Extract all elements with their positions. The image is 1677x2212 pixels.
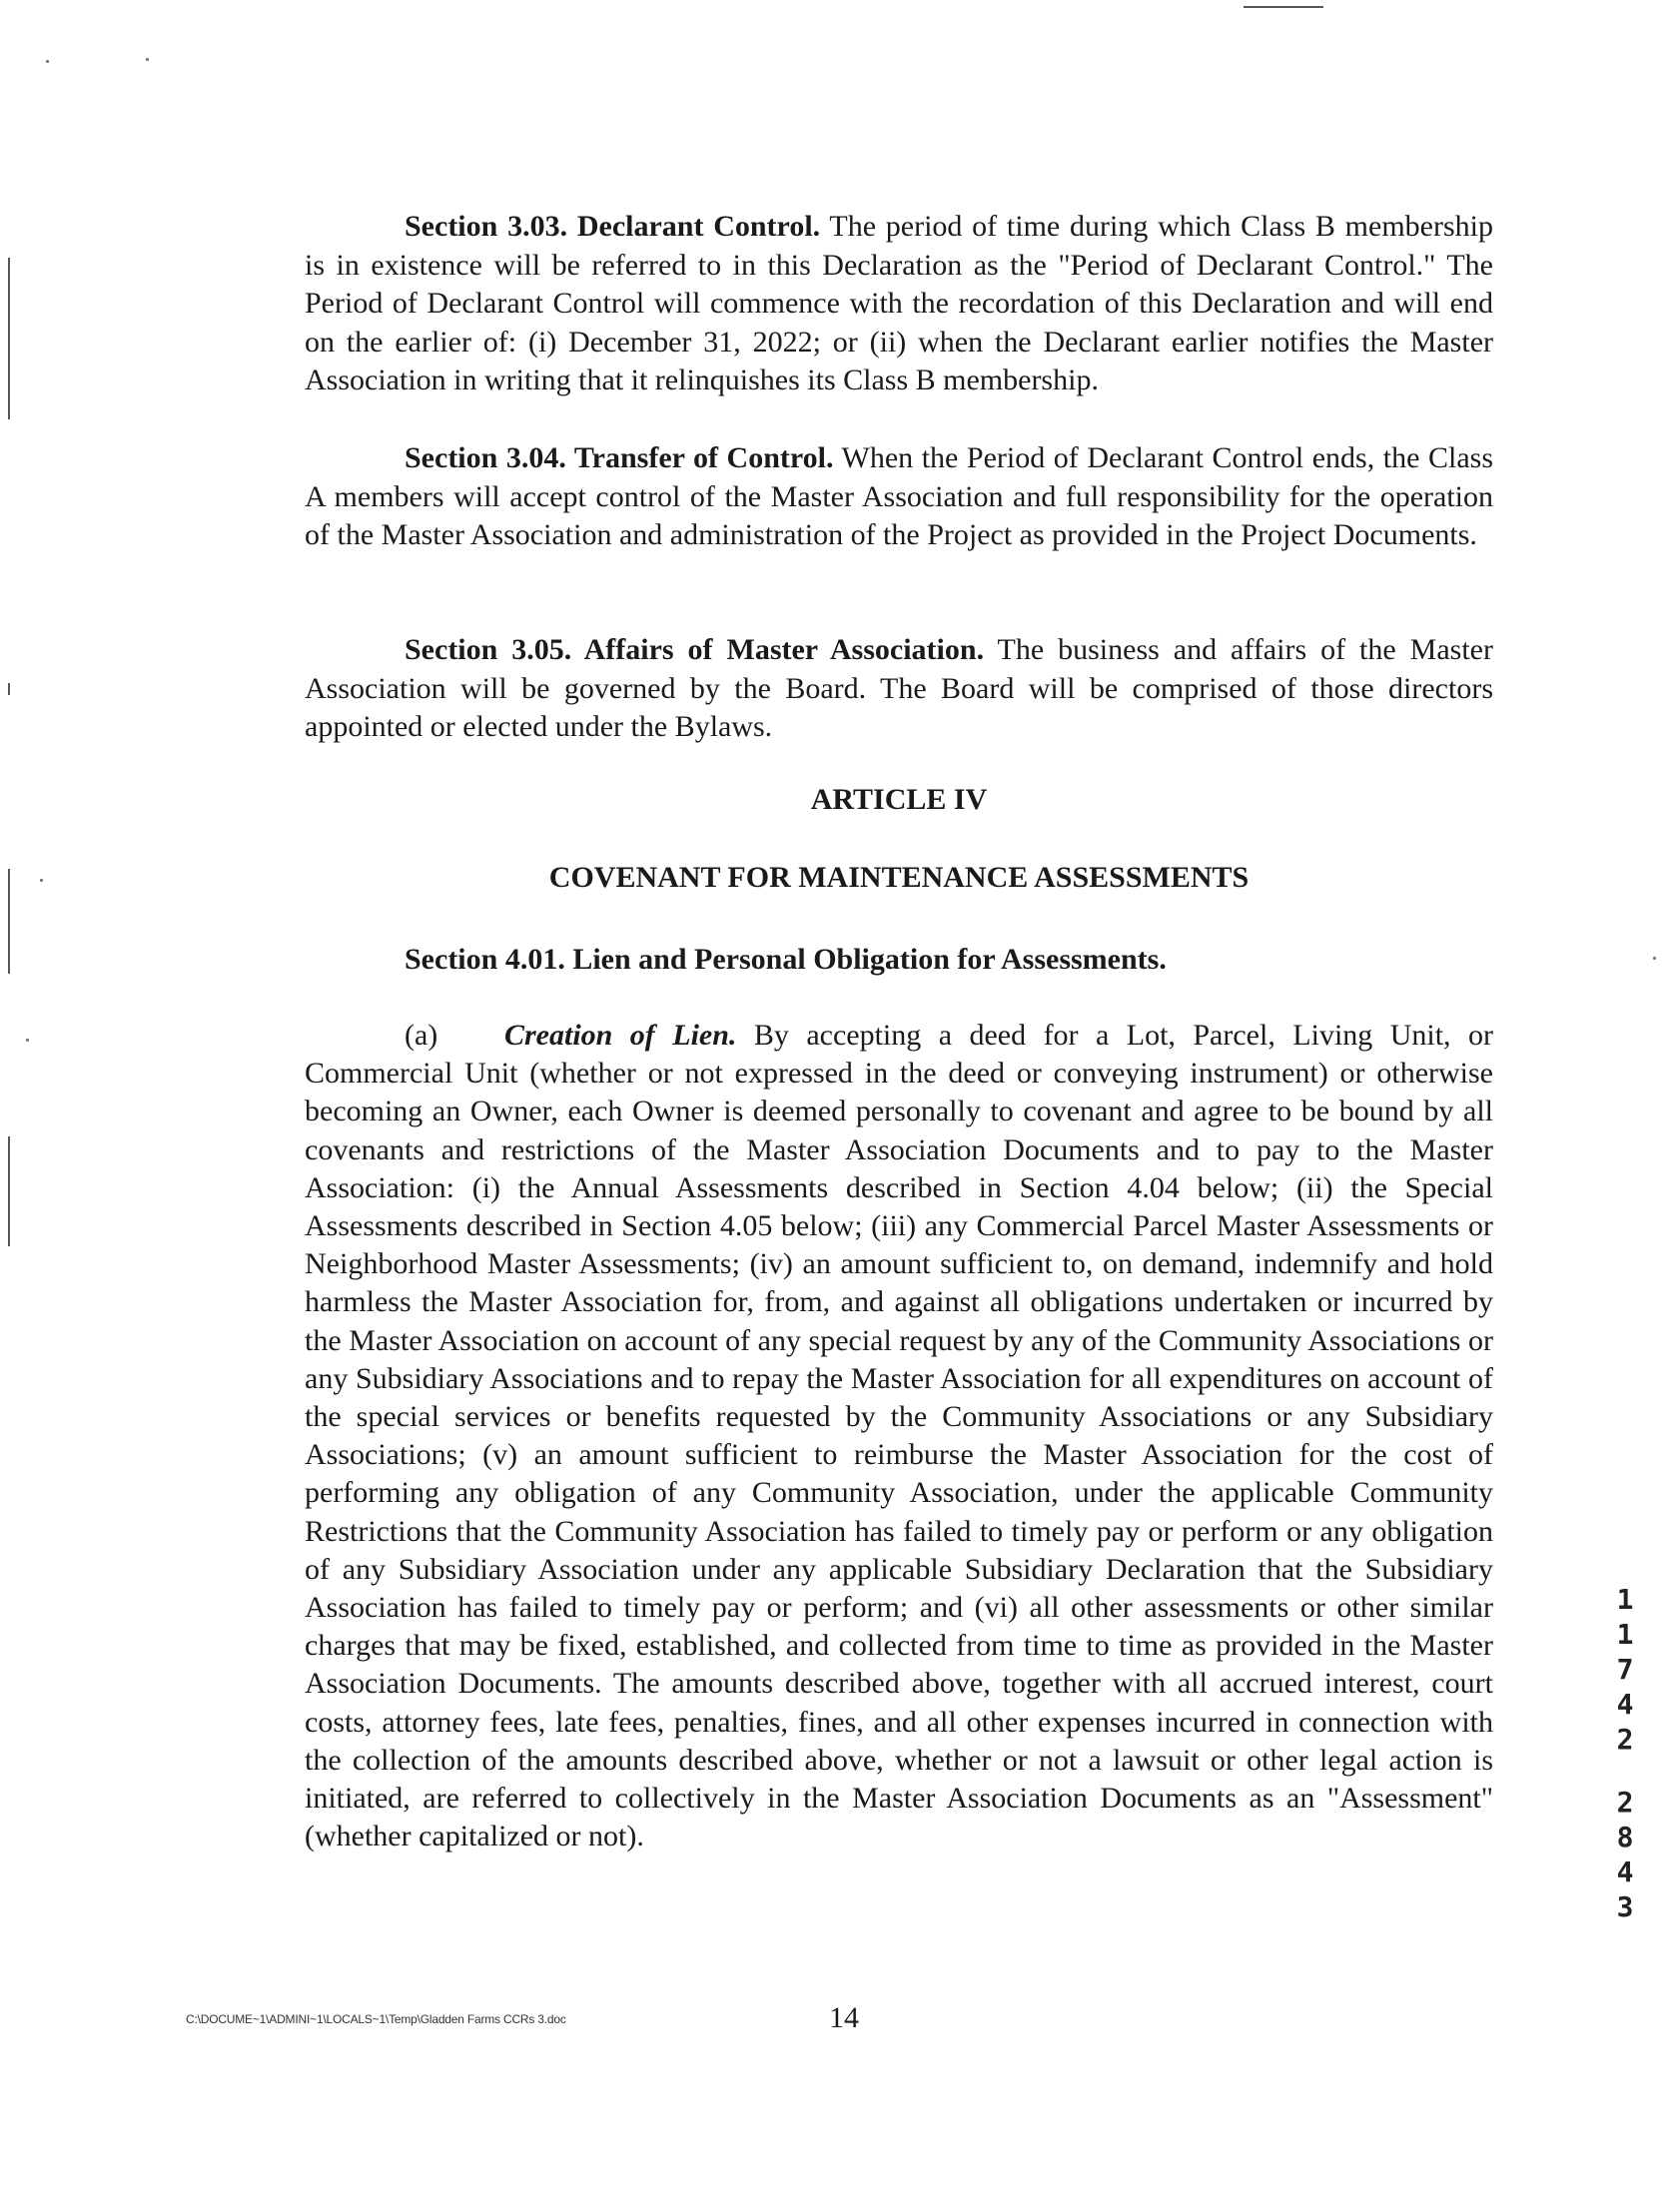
section-body: The business and affairs of the Master Association will be governed by the Board. The Board will be comprised of those directors appointed or elected under the Bylaws. [305,633,1493,743]
margin-stamp-digit: 4 [1616,1855,1634,1888]
margin-bar [8,869,10,974]
margin-stamp-digit: 7 [1616,1653,1634,1686]
subsection-title: Creation of Lien. [504,1019,737,1052]
section-4-01-heading [305,941,1493,980]
scan-mark [1244,6,1323,8]
article-title: COVENANT FOR MAINTENANCE ASSESSMENTS [548,861,1250,894]
section-3-04 [305,439,1493,555]
margin-bar [8,258,10,419]
subsection-label: (a) [405,1019,438,1052]
margin-bar [8,683,10,695]
margin-stamp-digit: 3 [1616,1890,1634,1923]
section-title: Section 3.05. Affairs of Master Association. [405,633,985,666]
section-body: When the Period of Declarant Control ends, the Class A members will accept control of the Master Association and full responsibility for the operation of the Master Association and administration of the Project as provided in the Project Documents. [305,441,1493,551]
section-body: The period of time during which Class B membership is in existence will be referred to in this Declaration as the "Period of Declarant Control." The Period of Declarant Control will commence with the recordation of this Declaration and will end on the earlier of: (i) December 31, 2022; or (ii) when the Declarant earlier notifies the Master Association in writing that it relinquishes its Class B membership. [305,210,1493,396]
margin-stamp-digit: 8 [1616,1821,1634,1853]
scan-mark [146,58,149,61]
article-number: ARTICLE IV [810,783,988,816]
section-title: Section 4.01. Lien and Personal Obligation for Assessments. [405,943,1167,976]
section-4-01-a [305,1017,1493,1855]
footer-file-path: C:\DOCUME~1\ADMINI~1\LOCALS~1\Temp\Gladden Farms CCRs 3.doc [186,2012,566,2026]
section-title: Section 3.03. Declarant Control. [405,210,821,243]
section-3-03 [305,208,1493,400]
scan-mark [26,1039,29,1042]
margin-stamp-digit: 1 [1616,1618,1634,1651]
margin-stamp-digit: 2 [1616,1786,1634,1819]
scan-mark [46,60,49,63]
section-title: Section 3.04. Transfer of Control. [405,441,834,474]
margin-stamp-digit: 4 [1616,1688,1634,1721]
margin-stamp-digit: 2 [1616,1723,1634,1756]
subsection-body: By accepting a deed for a Lot, Parcel, Living Unit, or Commercial Unit (whether or not expressed in the deed or conveying instrument) or otherwise becoming an Owner, each Owner is deemed personally to covenant and agree to be bound by all covenants and restrictions of the Master Association Documents and to pay to the Master Association: (i) the Annual Assessments described in Section 4.04 below; (ii) the Special Assessments described in Section 4.05 below; (iii) any Commercial Parcel Master Assessments or Neighborhood Master Assessments; (iv) an amount sufficient to, on demand, indemnify and hold harmless the Master Association for, from, and against all obligations undertaken or incurred by the Master Association on account of any special request by any of the Community Associations or any Subsidiary Associations and to repay the Master Association for all expenditures on account of the special services or benefits requested by the Community Associations or any Subsidiary Associations; (v) an amount sufficient to reimburse the Master Association for the cost of performing any obligation of any Community Association, under the applicable Community Restrictions that the Community Association has failed to timely pay or perform or any obligation of any Subsidiary Association under any applicable Subsidiary Declaration that the Subsidiary Association has failed to timely pay or perform; and (vi) all other assessments or other similar charges that may be fixed, established, and collected from time to time as provided in the Master Association Documents. The amounts described above, together with all accrued interest, court costs, attorney fees, late fees, penalties, fines, and all other expenses incurred in connection with the collection of the amounts described above, whether or not a lawsuit or other legal action is initiated, are referred to collectively in the Master Association Documents as an "Assessment" (whether capitalized or not). [305,1019,1494,1853]
scan-mark [40,879,43,882]
margin-bar [8,1136,10,1246]
page-number: 14 [829,2001,859,2034]
margin-stamp-digit: 1 [1616,1583,1634,1616]
section-3-05 [305,631,1493,747]
scan-mark [1653,957,1656,960]
